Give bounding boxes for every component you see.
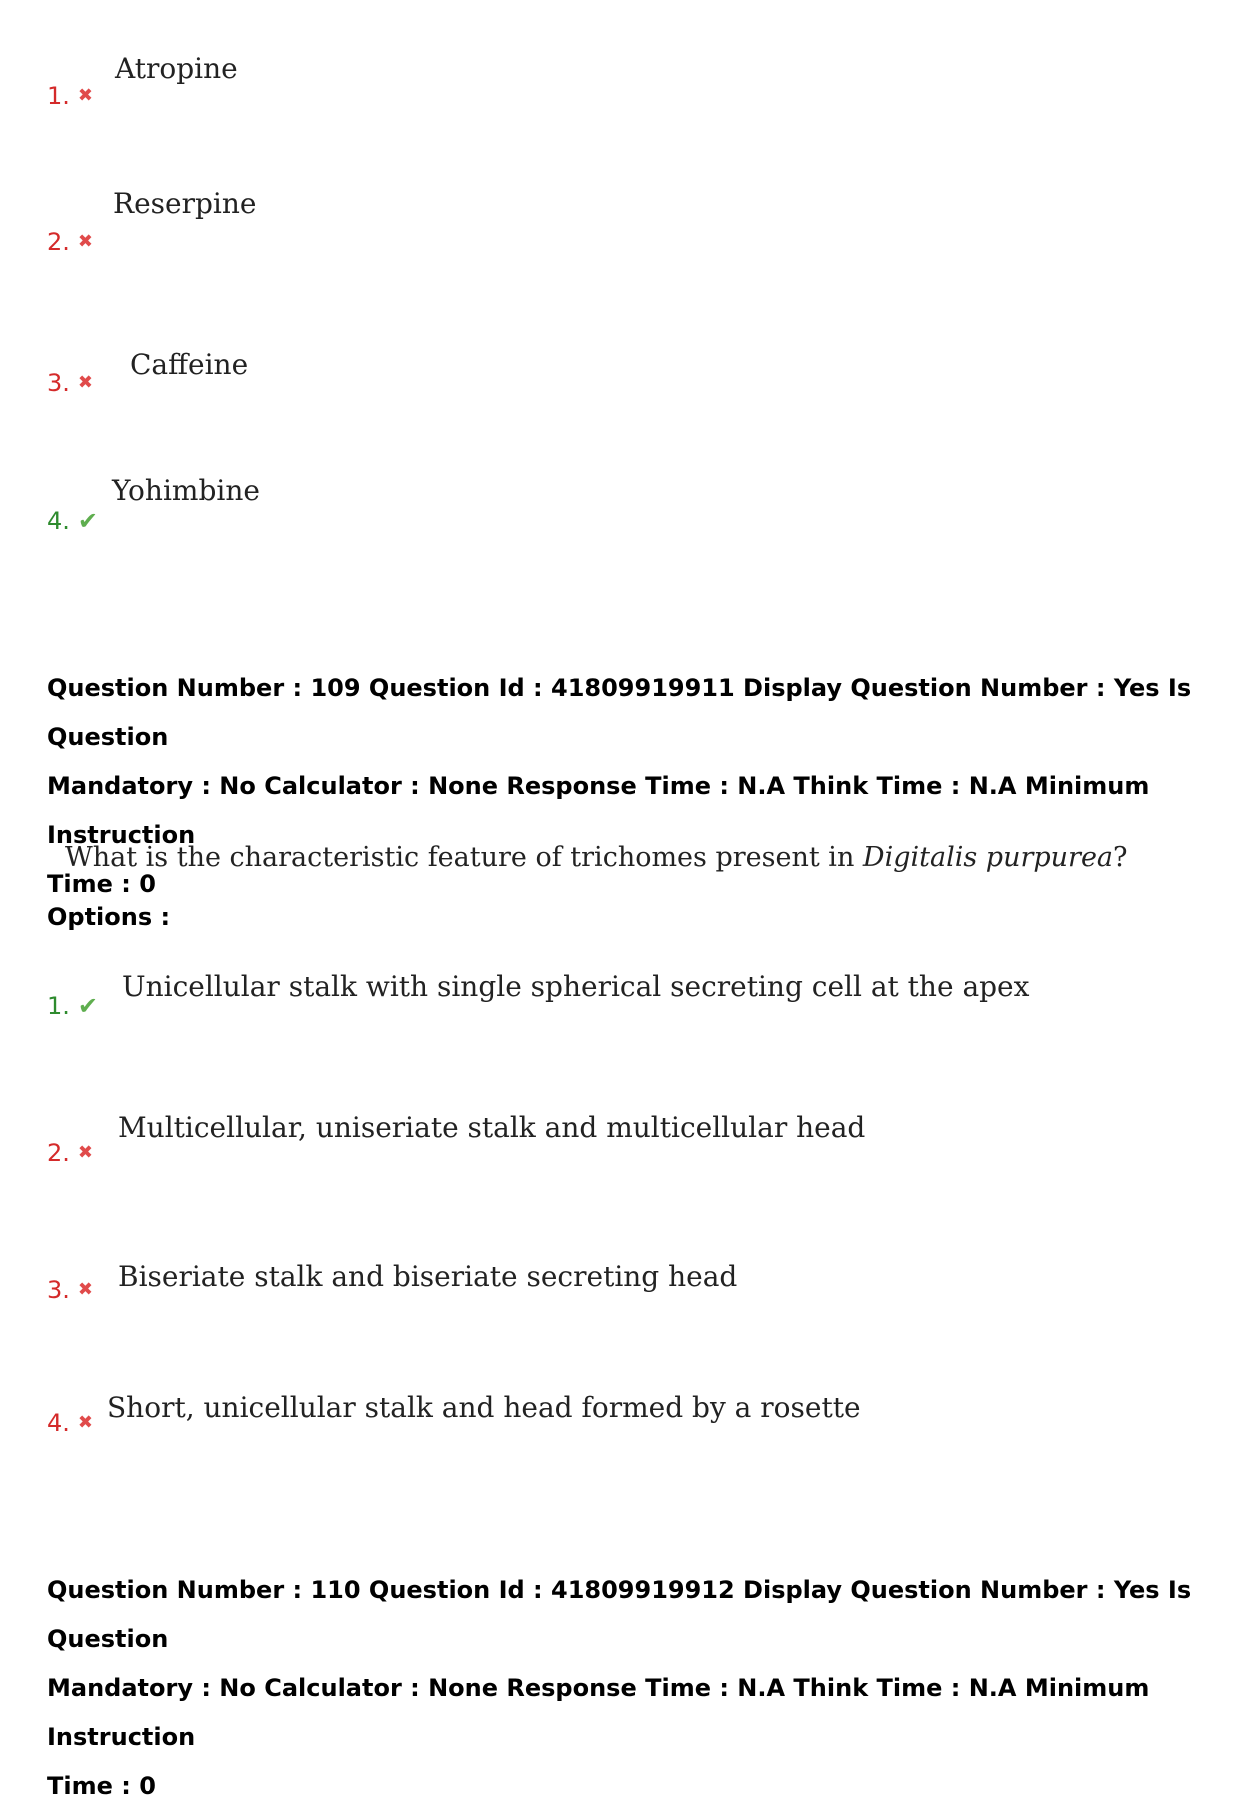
meta-line: Time : 0 [47,870,156,898]
option-text: Reserpine [113,187,257,220]
option-text: Yohimbine [112,474,260,507]
cross-icon: ✖ [77,1412,93,1433]
option-number: 4. [47,1409,70,1437]
option-number: 1. [47,82,70,110]
meta-line: Question Number : 109 Question Id : 41809919911 Display Question Number : Yes Is Question [47,674,1192,751]
cross-icon: ✖ [77,372,93,393]
meta-line: Question Number : 110 Question Id : 41809919912 Display Question Number : Yes Is Question [47,1576,1192,1653]
option-number: 3. [47,369,70,397]
option-number: 3. [47,1276,70,1304]
cross-icon: ✖ [77,1142,93,1163]
option-text: Unicellular stalk with single spherical secreting cell at the apex [122,970,1030,1003]
question-suffix: ? [1113,842,1128,873]
check-icon: ✔ [77,507,99,535]
options-label: Options : [47,903,171,931]
option-number: 4. [47,507,70,535]
meta-line: Mandatory : No Calculator : None Response Time : N.A Think Time : N.A Minimum Instruction [47,1674,1150,1751]
question-text [65,842,1128,873]
option-text: Biseriate stalk and biseriate secreting head [118,1260,738,1293]
question-110-meta [47,1566,1207,1811]
option-text: Atropine [115,52,238,85]
question-prefix: What is the characteristic feature of trichomes present in [65,842,863,873]
meta-line: Mandatory : No Calculator : None Response Time : N.A Think Time : N.A Minimum Instruction [47,772,1150,849]
option-text: Caffeine [130,348,249,381]
option-text: Multicellular, uniseriate stalk and multicellular head [118,1111,866,1144]
option-number: 1. [47,992,70,1020]
question-italic: Digitalis purpurea [862,842,1114,873]
cross-icon: ✖ [77,85,93,106]
meta-line: Time : 0 [47,1772,156,1800]
option-number: 2. [47,1139,70,1167]
cross-icon: ✖ [77,231,93,252]
option-number: 2. [47,228,70,256]
cross-icon: ✖ [77,1279,93,1300]
check-icon: ✔ [77,992,99,1020]
option-text: Short, unicellular stalk and head formed by a rosette [107,1391,861,1424]
